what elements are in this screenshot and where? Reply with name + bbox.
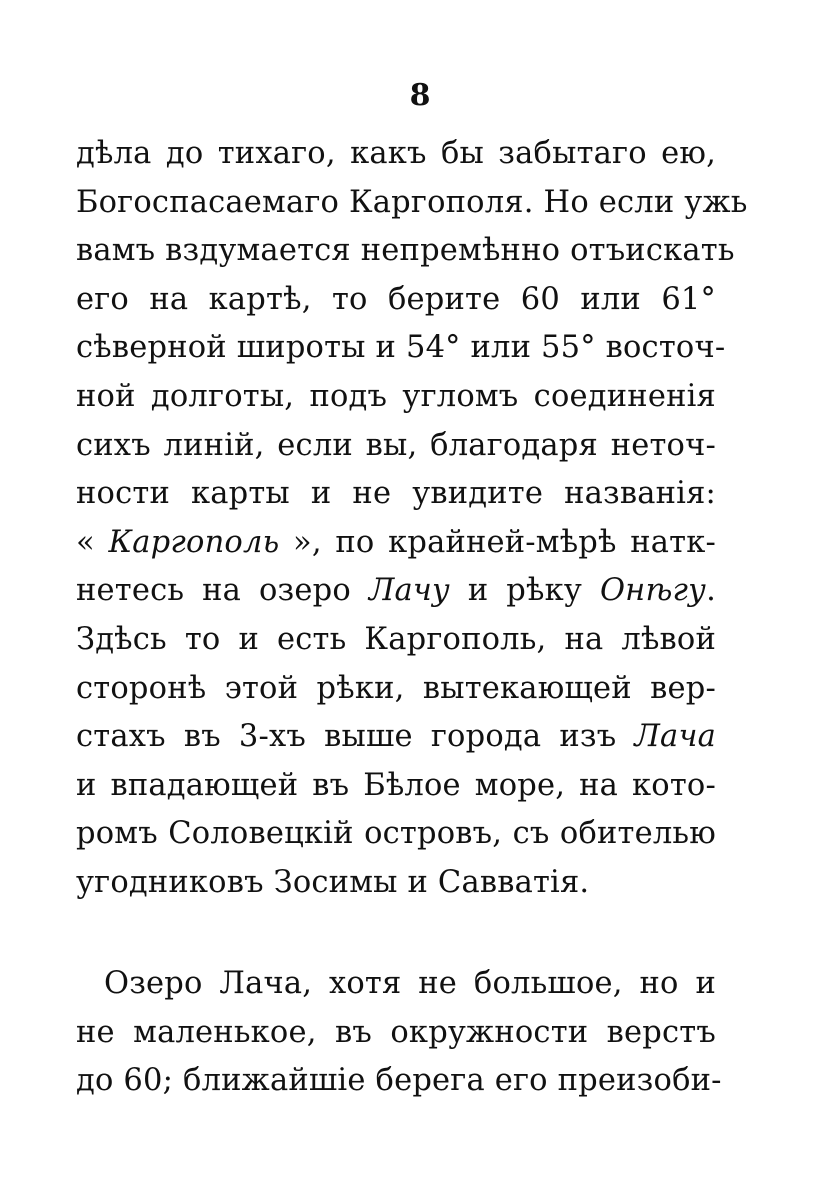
text-line: Озеро Лача, хотя не большое, но и [104,966,716,1001]
text-line [76,519,716,568]
text-line: сторонѣ этой рѣки, вытекающей вер- [76,670,716,706]
text-line: и впадающей въ Бѣлое море, на кото- [76,767,716,803]
page-number: 8 [409,78,431,113]
text-run: « [76,524,109,560]
italic-place-name: Онѣгу [599,573,707,609]
italic-place-name: Лачу [368,573,450,609]
text-line: ной долготы, подъ угломъ соединенія [76,378,716,414]
text-line: не маленькое, въ окружности верстъ [76,1014,716,1050]
text-line: ности карты и не увидите названія: [76,476,716,512]
text-line: Здѣсь то и есть Каргополь, на лѣвой [76,621,716,657]
text-line: ромъ Соловецкій островъ, съ обителью [76,816,716,852]
text-run: стахъ въ 3-хъ выше города изъ [76,719,635,755]
text-line: сихъ линій, если вы, благодаря неточ- [76,427,716,463]
text-line: угодниковъ Зосимы и Савватія. [76,864,590,900]
italic-place-name: Лача [634,719,716,755]
text-line: сѣверной широты и 54° или 55° восточ- [76,330,726,366]
text-line [76,567,716,616]
text-line [76,713,716,762]
italic-place-name: Каргополь [108,524,280,560]
text-line: вамъ вздумается непремѣнно отъискать [76,233,735,269]
text-line: дѣла до тихаго, какъ бы забытаго ею, [76,136,716,171]
text-line: до 60; ближайшіе берега его преизоби- [76,1063,722,1099]
paragraph-2 [76,960,722,1106]
text-run: », по крайней-мѣрѣ натк- [279,524,716,560]
text-run: нетесь на озеро [76,573,369,609]
paragraph-1 [76,130,748,908]
text-line: его на картѣ, то берите 60 или 61° [76,281,716,317]
text-run: и рѣку [449,573,600,609]
text-run: . [706,573,716,609]
text-line: Богоспасаемаго Каргополя. Но если ужь [76,184,748,220]
